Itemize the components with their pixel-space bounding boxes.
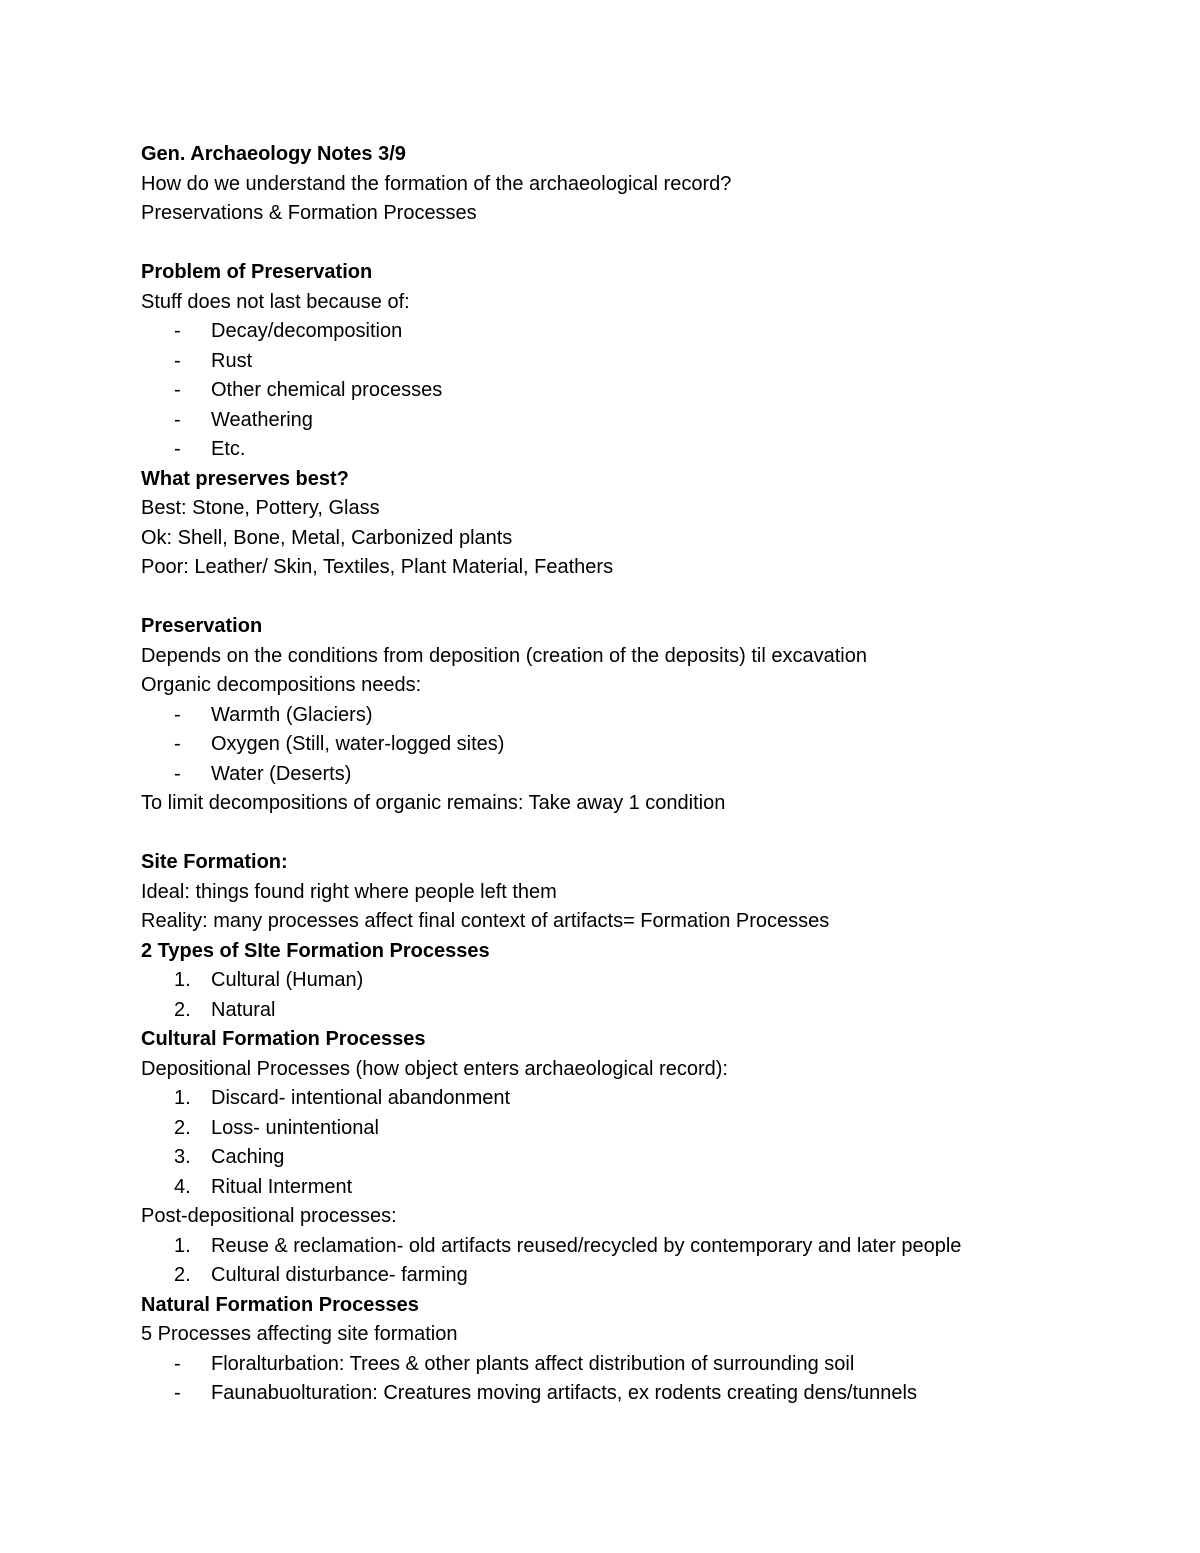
number-marker: 3.	[174, 1146, 191, 1168]
number-marker: 1.	[174, 969, 191, 991]
number-marker: 2.	[174, 998, 191, 1021]
list-item	[141, 406, 1141, 436]
list-item	[141, 435, 1141, 465]
intro-question: How do we understand the formation of the archaeological record?	[141, 172, 732, 195]
list-item	[141, 701, 1141, 731]
dash-marker: -	[174, 320, 181, 342]
heading-site-formation: Site Formation:	[141, 851, 288, 873]
number-marker: 1.	[174, 1234, 191, 1257]
list-item-text: Caching	[211, 1146, 285, 1168]
heading-problem-of-preservation: Problem of Preservation	[141, 261, 373, 283]
numbered-item	[141, 1114, 1141, 1144]
list-item-text: Cultural (Human)	[211, 969, 364, 991]
list-item-text: Warmth (Glaciers)	[211, 703, 373, 726]
list-item	[141, 376, 1141, 406]
list-item-text: Reuse & reclamation- old artifacts reused/recycled by contemporary and later people	[211, 1234, 962, 1257]
problem-lead: Stuff does not last because of:	[141, 290, 410, 313]
cultural-post: Post-depositional processes:	[141, 1205, 397, 1227]
list-item	[141, 730, 1141, 760]
natural-lead: 5 Processes affecting site formation	[141, 1323, 458, 1345]
numbered-item	[141, 1173, 1141, 1203]
list-item	[141, 760, 1141, 790]
numbered-item	[141, 966, 1141, 996]
preserves-poor: Poor: Leather/ Skin, Textiles, Plant Material, Feathers	[141, 556, 614, 578]
list-item-text: Water (Deserts)	[211, 762, 352, 785]
preservation-limit: To limit decompositions of organic remains: Take away 1 condition	[141, 792, 726, 814]
heading-natural-formation: Natural Formation Processes	[141, 1293, 419, 1316]
numbered-item	[141, 1143, 1141, 1173]
intro-topic: Preservations & Formation Processes	[141, 202, 477, 224]
list-item-text: Cultural disturbance- farming	[211, 1264, 468, 1286]
dash-marker: -	[174, 438, 181, 460]
dash-marker: -	[174, 379, 181, 401]
number-marker: 4.	[174, 1175, 191, 1198]
heading-what-preserves-best: What preserves best?	[141, 467, 349, 490]
blank-line	[141, 583, 1141, 613]
document-title: Gen. Archaeology Notes 3/9	[141, 143, 406, 165]
preserves-ok: Ok: Shell, Bone, Metal, Carbonized plants	[141, 526, 513, 549]
numbered-item	[141, 1084, 1141, 1114]
site-formation-ideal: Ideal: things found right where people left them	[141, 880, 557, 903]
preservation-needs: Organic decompositions needs:	[141, 674, 422, 696]
document-page	[141, 140, 1141, 1409]
number-marker: 1.	[174, 1087, 191, 1109]
dash-marker: -	[174, 408, 181, 431]
list-item-text: Rust	[211, 349, 253, 372]
list-item	[141, 1350, 1141, 1380]
dash-marker: -	[174, 1382, 181, 1404]
list-item-text: Decay/decomposition	[211, 320, 403, 342]
cultural-depositional: Depositional Processes (how object enters archaeological record):	[141, 1057, 728, 1080]
dash-marker: -	[174, 349, 181, 372]
list-item-text: Ritual Interment	[211, 1175, 353, 1198]
list-item-text: Faunabuolturation: Creatures moving artifacts, ex rodents creating dens/tunnels	[211, 1382, 917, 1404]
list-item-text: Natural	[211, 998, 276, 1021]
preservation-depends: Depends on the conditions from deposition (creation of the deposits) til excavation	[141, 644, 867, 667]
list-item	[141, 347, 1141, 377]
list-item	[141, 1379, 1141, 1409]
number-marker: 2.	[174, 1264, 191, 1286]
heading-preservation: Preservation	[141, 615, 263, 637]
heading-types: 2 Types of SIte Formation Processes	[141, 939, 490, 962]
list-item-text: Other chemical processes	[211, 379, 443, 401]
site-formation-reality: Reality: many processes affect final context of artifacts= Formation Processes	[141, 910, 830, 932]
list-item-text: Floralturbation: Trees & other plants affect distribution of surrounding soil	[211, 1352, 855, 1375]
heading-cultural-formation: Cultural Formation Processes	[141, 1028, 426, 1050]
list-item-text: Etc.	[211, 438, 246, 460]
dash-marker: -	[174, 762, 181, 785]
list-item-text: Oxygen (Still, water-logged sites)	[211, 733, 505, 755]
numbered-item	[141, 996, 1141, 1026]
list-item-text: Loss- unintentional	[211, 1116, 379, 1139]
dash-marker: -	[174, 1352, 181, 1375]
list-item-text: Weathering	[211, 408, 313, 431]
preserves-best: Best: Stone, Pottery, Glass	[141, 497, 380, 519]
dash-marker: -	[174, 733, 181, 755]
list-item	[141, 317, 1141, 347]
numbered-item	[141, 1232, 1141, 1262]
numbered-item	[141, 1261, 1141, 1291]
list-item-text: Discard- intentional abandonment	[211, 1087, 511, 1109]
blank-line	[141, 229, 1141, 259]
dash-marker: -	[174, 703, 181, 726]
number-marker: 2.	[174, 1116, 191, 1139]
blank-line	[141, 819, 1141, 849]
